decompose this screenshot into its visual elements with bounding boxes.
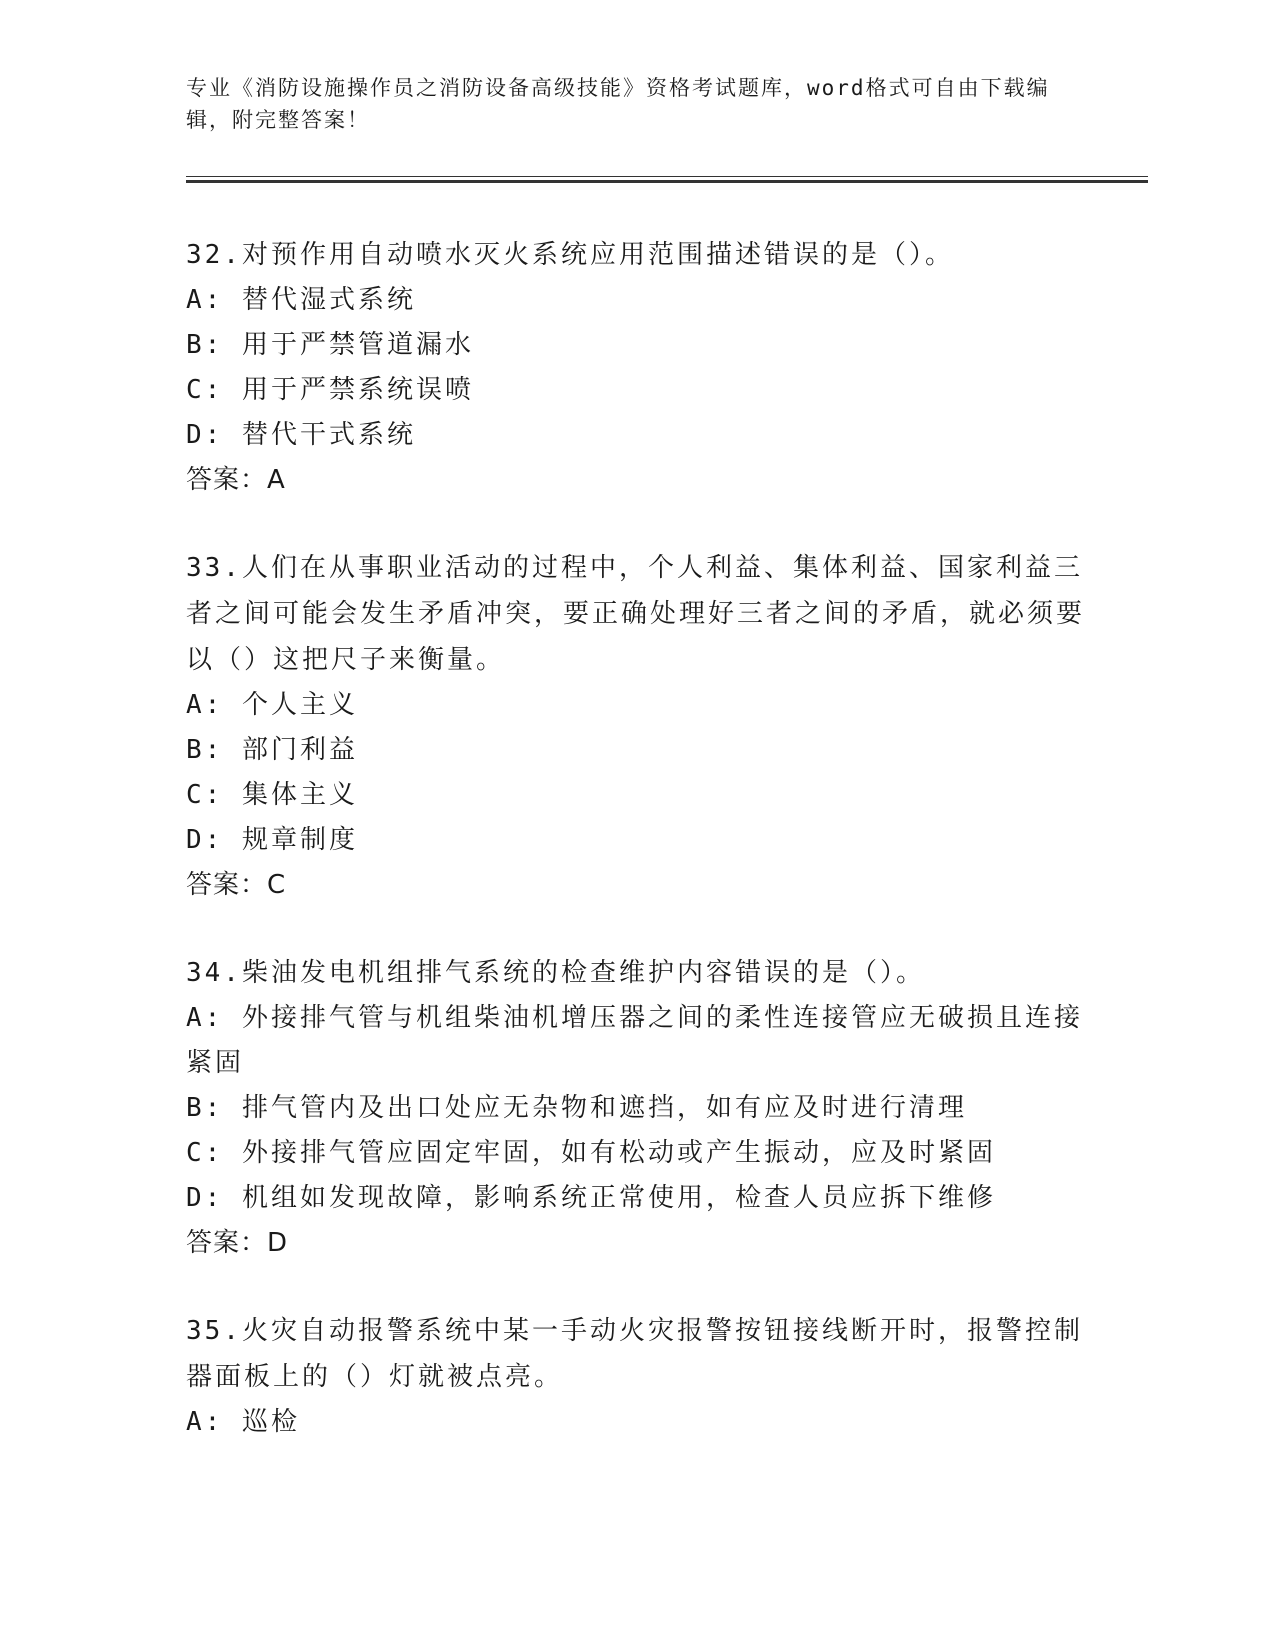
header-divider-thin	[186, 176, 1148, 177]
answer-line: 答案：C	[186, 870, 287, 900]
option-c: C: 外接排气管应固定牢固，如有松动或产生振动，应及时紧固	[186, 1138, 996, 1168]
question-33	[186, 545, 1086, 908]
question-32	[186, 232, 1086, 503]
answer-line: 答案：D	[186, 1228, 289, 1258]
option-a: A: 外接排气管与机组柴油机增压器之间的柔性连接管应无破损且连接紧固	[186, 1003, 1083, 1078]
question-stem: 32.对预作用自动喷水灭火系统应用范围描述错误的是（）。	[186, 240, 954, 270]
question-35	[186, 1308, 1086, 1445]
question-stem: 35.火灾自动报警系统中某一手动火灾报警按钮接线断开时，报警控制器面板上的（）灯就被点亮。	[186, 1316, 1083, 1392]
option-b: B: 用于严禁管道漏水	[186, 330, 474, 360]
header-divider-thick	[186, 180, 1148, 183]
option-a: A: 替代湿式系统	[186, 285, 416, 315]
option-b: B: 排气管内及出口处应无杂物和遮挡，如有应及时进行清理	[186, 1093, 967, 1123]
option-d: D: 机组如发现故障，影响系统正常使用，检查人员应拆下维修	[186, 1183, 996, 1213]
question-stem: 34.柴油发电机组排气系统的检查维护内容错误的是（）。	[186, 958, 925, 988]
option-a: A: 个人主义	[186, 690, 358, 720]
document-header: 专业《消防设施操作员之消防设备高级技能》资格考试题库，word格式可自由下载编辑，附完整答案！	[186, 76, 1050, 132]
option-c: C: 集体主义	[186, 780, 358, 810]
option-b: B: 部门利益	[186, 735, 358, 765]
question-list	[186, 232, 1086, 1487]
answer-line: 答案：A	[186, 465, 286, 495]
option-d: D: 规章制度	[186, 825, 358, 855]
question-stem: 33.人们在从事职业活动的过程中，个人利益、集体利益、国家利益三者之间可能会发生矛盾冲突，要正确处理好三者之间的矛盾，就必须要以（）这把尺子来衡量。	[186, 553, 1086, 675]
option-a: A: 巡检	[186, 1407, 300, 1437]
question-34	[186, 950, 1086, 1266]
option-c: C: 用于严禁系统误喷	[186, 375, 474, 405]
option-d: D: 替代干式系统	[186, 420, 416, 450]
